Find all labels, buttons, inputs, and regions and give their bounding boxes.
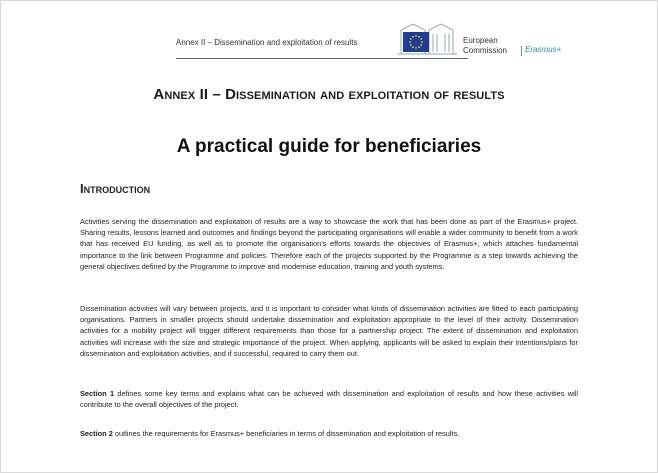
intro-paragraph-1: Activities serving the dissemination and exploitation of results are a way to showcase the work that has been done as part of the Erasmus+ project. Sharing results, lessons learned and outcomes and findings beyond the participating organisations will enable a wider community to benefit from a work that has received EU funding, as well as to promote the organisation's efforts towards the objectives of Erasmus+, which attaches fundamental importance to the link between Programme and policies. Therefore each of the projects supported by the Programme is a step towards achieving the general objectives defined by the Programme to improve and modernise education, training and youth systems. <box>80 217 578 271</box>
document-title: A practical guide for beneficiaries <box>176 136 482 157</box>
eu-flag-icon <box>403 32 429 52</box>
logo-text-erasmus: Erasmus+ <box>525 45 562 54</box>
section-heading-introduction: Introduction <box>80 181 151 196</box>
section1-text: defines some key terms and explains what can be achieved with dissemination and exploitation of results and how these activities will contribute to the overall objectives of the project. <box>80 389 578 410</box>
section2-paragraph <box>80 428 578 439</box>
section1-paragraph <box>80 388 578 410</box>
intro-paragraph-2: Dissemination activities will vary between projects, and it is important to consider what kinds of dissemination activities are fitted to each participating organisations. Partners in smaller projects should undertake dissemination and exploitation appropriate to the level of their activity. Dissemination activities for a mobility project will trigger different requirements than those for a partnership project. The extent of dissemination and exploitation activities will increase with the size and strategic importance of the project. When applying, applicants will be asked to explain their intentions/plans for dissemination and exploitation activities, and if successful, required to carry them out. <box>80 304 578 358</box>
logo-text-european: European <box>463 36 498 45</box>
section2-text: outlines the requirements for Erasmus+ beneficiaries in terms of dissemination and exploitation of results. <box>112 429 460 438</box>
header-divider <box>176 58 468 59</box>
logo-divider <box>521 46 522 56</box>
header-caption: Annex II – Dissemination and exploitation of results <box>176 38 358 47</box>
annex-title: Annex II – Dissemination and exploitation of results <box>153 86 505 103</box>
section2-label: Section 2 <box>80 429 113 438</box>
section1-label: Section 1 <box>80 389 115 398</box>
logo-text-commission: Commission <box>463 46 508 55</box>
page-header <box>0 0 658 70</box>
